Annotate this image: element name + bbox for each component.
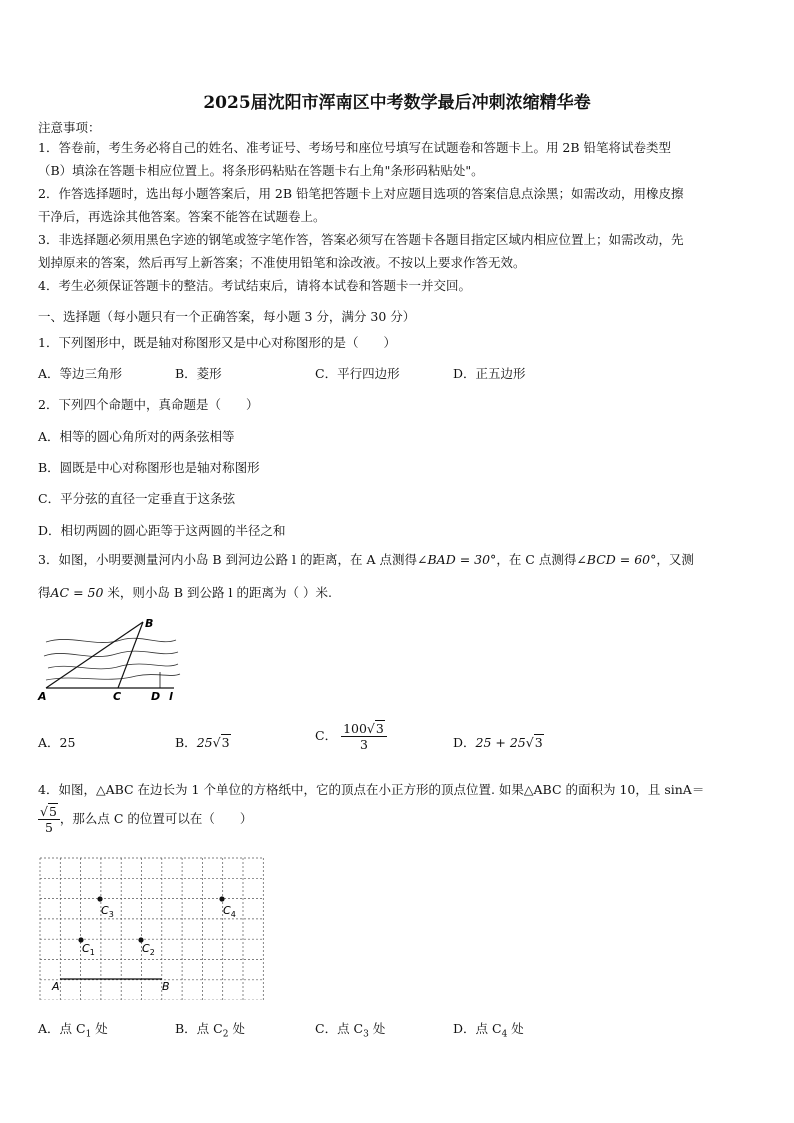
q3-option-b-radicand: 3 xyxy=(221,735,230,750)
line-cb xyxy=(118,622,143,688)
q3-option-c xyxy=(315,721,387,752)
q3-stem-c: ，又测 xyxy=(656,552,694,567)
page-title: 2025届沈阳市浑南区中考数学最后冲刺浓缩精华卷 xyxy=(203,93,591,113)
q3-stem-a: 3．如图，小明要测量河内小岛 B 到河边公路 l 的距离，在 A 点测得 xyxy=(38,552,418,567)
q3-option-c-den: 3 xyxy=(359,737,368,752)
notice-line-1: 1．答卷前，考生务必将自己的姓名、准考证号、考场号和座位号填写在试题卷和答题卡上。用 2B 铅笔将试卷类型 xyxy=(38,140,672,155)
point-c4 xyxy=(219,896,224,901)
q3-option-b-prefix: B． xyxy=(175,735,197,750)
q3-option-d: D．25 + 25√3 xyxy=(453,735,543,750)
q3-angle-bad: ∠BAD = 30° xyxy=(417,552,497,567)
line-ab xyxy=(46,622,143,688)
q3-angle-bcd: ∠BCD = 60° xyxy=(576,552,657,567)
q3-option-a: A．25 xyxy=(38,735,76,750)
q3-line2-a: 得 xyxy=(38,585,51,600)
label-d: D xyxy=(151,690,161,702)
notice-line-5: 3．非选择题必须用黑色字迹的钢笔或签字笔作答，答案必须写在答题卡各题目指定区域内相应位置上；如需改动，先 xyxy=(38,232,684,247)
q4-sin-radicand: 5 xyxy=(48,804,57,819)
q3-option-d-radicand: 3 xyxy=(534,735,543,750)
q3-option-d-prefix: D． xyxy=(453,735,476,750)
q4-sin-fraction: $\frac{√5}{5}$ xyxy=(38,804,60,835)
label-b: B xyxy=(162,980,170,993)
q3-stem-line2 xyxy=(38,583,332,601)
label-c4: $C_4$ xyxy=(223,904,236,919)
notice-line-2: （B）填涂在答题卡相应位置上。将条形码粘贴在答题卡右上角"条形码粘贴处"。 xyxy=(38,163,484,178)
q3-stem-line1 xyxy=(38,550,694,568)
q3-option-c-prefix: C． xyxy=(315,728,338,743)
notice-line-6: 划掉原来的答案，然后再写上新答案；不准使用铅笔和涂改液。不按以上要求作答无效。 xyxy=(38,255,526,270)
q1-option-a: A．等边三角形 xyxy=(38,366,123,381)
label-c1: $C_1$ xyxy=(82,942,95,957)
q4-option-c: C．点 $C_3$ 处 xyxy=(315,1021,386,1040)
notice-line-7: 4．考生必须保证答题卡的整洁。考试结束后，请将本试卷和答题卡一并交回。 xyxy=(38,278,471,293)
q1-option-c: C．平行四边形 xyxy=(315,366,400,381)
q3-option-b-coef: 25 xyxy=(196,735,213,750)
label-c3: $C_3$ xyxy=(101,904,114,919)
q4-stem-b: ，那么点 C 的位置可以在（ ） xyxy=(59,811,253,826)
label-b: B xyxy=(145,617,154,630)
q4-option-b: B．点 $C_2$ 处 xyxy=(175,1021,245,1040)
label-c2: $C_2$ xyxy=(142,942,155,957)
section-heading: 一、选择题（每小题只有一个正确答案，每小题 3 分，满分 30 分） xyxy=(38,309,416,324)
q3-option-c-radicand: 3 xyxy=(375,721,384,736)
label-a: A xyxy=(38,690,47,702)
q1-option-b: B．菱形 xyxy=(175,366,222,381)
notice-heading: 注意事项： xyxy=(38,120,101,135)
q2-option-c: C．平分弦的直径一定垂直于这条弦 xyxy=(38,491,236,506)
q3-option-c-fraction: $\frac{100√3}{3}$ xyxy=(341,721,387,752)
q3-option-c-num: 100 xyxy=(343,721,367,736)
q1-option-d: D．正五边形 xyxy=(453,366,526,381)
label-a: A xyxy=(52,980,60,993)
q3-river-figure xyxy=(36,612,186,702)
q4-stem-line2 xyxy=(38,804,252,835)
q3-line2-b: 米，则小岛 B 到公路 l 的距离为（ ）米. xyxy=(103,585,332,600)
notice-line-4: 干净后，再选涂其他答案。答案不能答在试题卷上。 xyxy=(38,209,326,224)
q2-stem: 2．下列四个命题中，真命题是（ ） xyxy=(38,397,259,412)
q2-option-d: D．相切两圆的圆心距等于这两圆的半径之和 xyxy=(38,523,286,538)
q3-ac-value: AC = 50 xyxy=(50,585,104,600)
q4-sin-den: 5 xyxy=(44,820,53,835)
q4-grid-figure xyxy=(38,854,264,1000)
q4-stem-line1: 4．如图，△ABC 在边长为 1 个单位的方格纸中，它的顶点在小正方形的顶点位置. 如果△ABC 的面积为 10，且 sinA＝ xyxy=(38,782,705,797)
q3-option-d-sum: 25 + 25 xyxy=(475,735,526,750)
notice-line-3: 2．作答选择题时，选出每小题答案后，用 2B 铅笔把答题卡上对应题目选项的答案信息点涂黑；如需改动，用橡皮擦 xyxy=(38,186,684,201)
label-c: C xyxy=(113,690,122,702)
q2-option-b: B．圆既是中心对称图形也是轴对称图形 xyxy=(38,460,260,475)
q1-stem: 1．下列图形中，既是轴对称图形又是中心对称图形的是（ ） xyxy=(38,335,396,350)
q3-stem-b: ，在 C 点测得 xyxy=(496,552,577,567)
q4-option-a: A．点 $C_1$ 处 xyxy=(38,1021,108,1040)
q3-option-b: B．25√3 xyxy=(175,735,230,750)
q4-option-d: D．点 $C_4$ 处 xyxy=(453,1021,524,1040)
label-l: l xyxy=(169,690,173,702)
point-c3 xyxy=(97,896,102,901)
q2-option-a: A．相等的圆心角所对的两条弦相等 xyxy=(38,429,235,444)
